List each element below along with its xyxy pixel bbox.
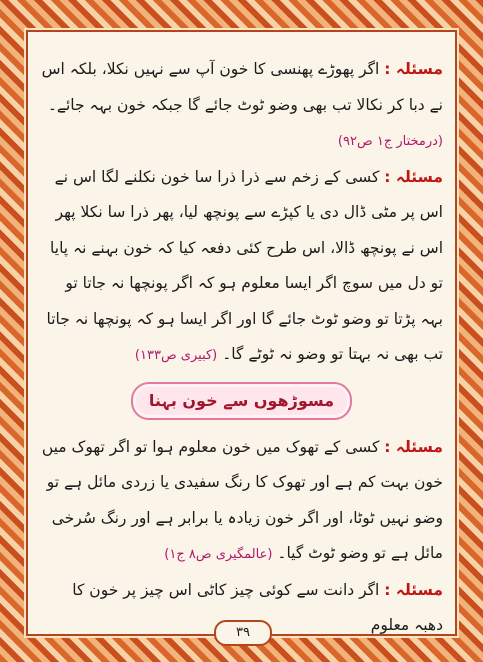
issue-label: مسئلہ : bbox=[384, 167, 443, 186]
issue-paragraph bbox=[40, 52, 443, 160]
issue-text: اگر پھوڑے پھنسی کا خون آپ سے نہیں نکلا، بلکہ اس نے دبا کر نکالا تب بھی وضو ٹوٹ جائے گا جبکہ خون بہہ جائے۔ bbox=[41, 60, 443, 114]
section-heading-wrap bbox=[40, 382, 443, 420]
issue-text: اگر دانت سے کوئی چیز کاٹی اس چیز پر خون کا دھبہ معلوم bbox=[72, 580, 443, 634]
issue-paragraph bbox=[40, 160, 443, 374]
section-heading: مسوڑھوں سے خون بہنا bbox=[131, 382, 352, 420]
page-number: ۳۹ bbox=[214, 620, 272, 646]
issue-label: مسئلہ : bbox=[384, 60, 443, 78]
issue-label: مسئلہ : bbox=[384, 580, 443, 599]
issue-text: کسی کے زخم سے ذرا ذرا سا خون نکلنے لگا اس نے اس پر مٹی ڈال دی یا کپڑے سے پونچھ لیا، پھر ذرا سا نکلا پھر اس نے پونچھ ڈالا، اس طرح کئی دفعہ کیا کہ خون بہنے نہ پایا تو دل میں سوچ اگر ایسا معلوم ہو کہ اگر پونچھا نہ جاتا تو بہہ پڑتا تو وضو ٹوٹ جائے گا اور اگر ایسا ہو کہ پونچھا نہ جاتا تب بھی نہ بہتا تو وضو نہ ٹوٹے گا۔ bbox=[46, 167, 443, 363]
page-content bbox=[40, 52, 443, 644]
issue-label: مسئلہ : bbox=[384, 437, 443, 456]
issue-paragraph bbox=[40, 430, 443, 573]
issue-text: کسی کے تھوک میں خون معلوم ہوا تو اگر تھوک میں خون بہت کم ہے اور تھوک کا رنگ سفیدی یا زردی مائل ہے تو وضو نہیں ٹوٹا، اور اگر خون زیادہ یا برابر ہے اور رنگ سُرخی مائل ہے تو وضو ٹوٹ گیا۔ bbox=[41, 437, 443, 562]
citation: (کبیری ص۱۳۳) bbox=[134, 348, 218, 363]
citation: (عالمگیری ص۸ ج۱) bbox=[164, 547, 273, 562]
citation: (درمختار ج۱ ص۹۲) bbox=[337, 134, 443, 149]
